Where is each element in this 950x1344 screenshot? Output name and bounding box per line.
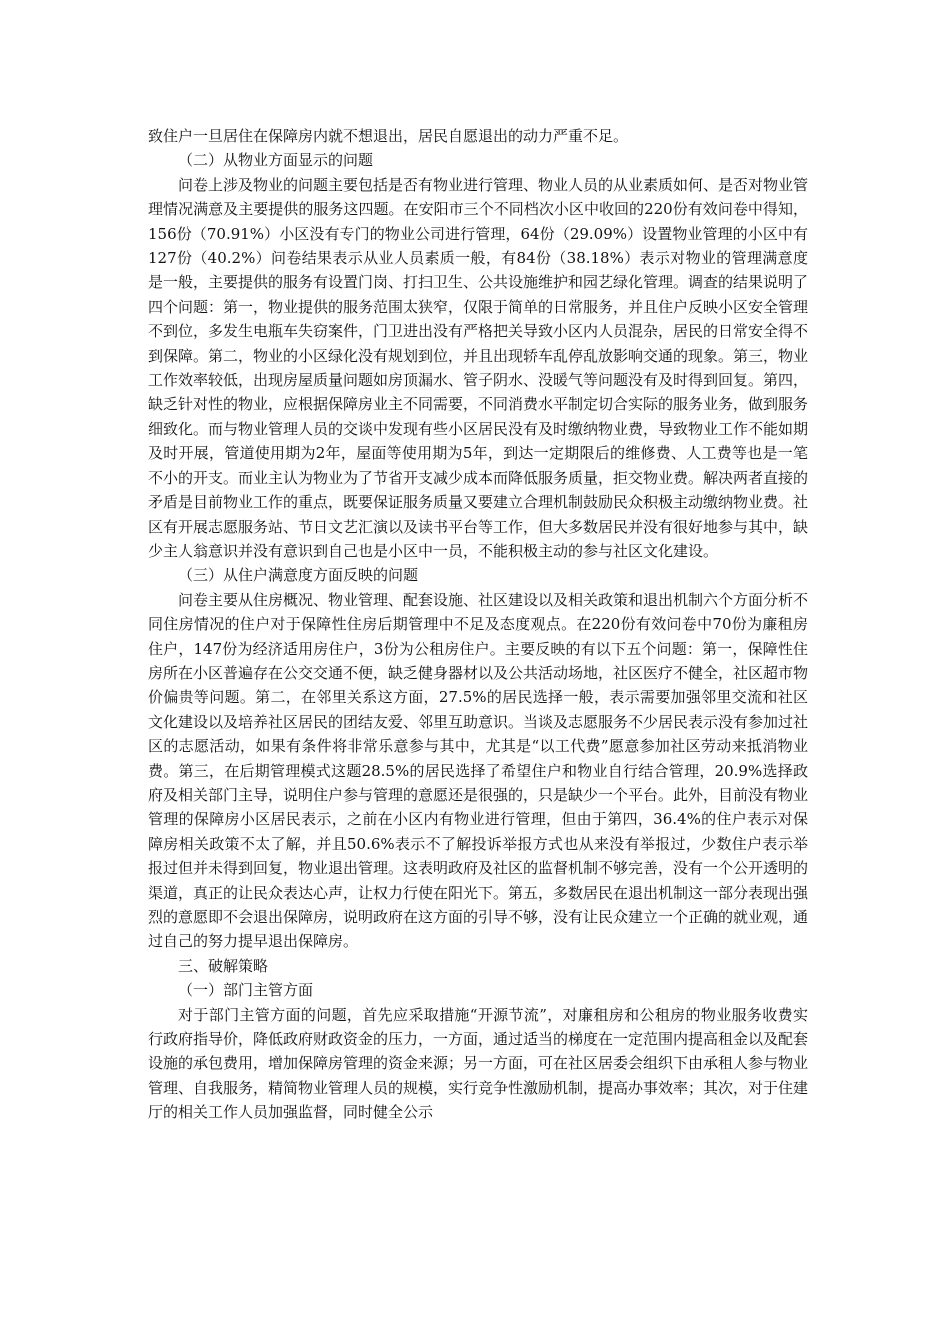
paragraph-property-issues: 问卷上涉及物业的问题主要包括是否有物业进行管理、物业人员的从业素质如何、是否对物业管理情况满意及主要提供的服务这四题。在安阳市三个不同档次小区中收回的220份有效问卷中得知，156份（70.91%）小区没有专门的物业公司进行管理，64份（29.09%）设置物业管理的小区中有127份（40.2%）问卷结果表示从业人员素质一般，有84份（38.18%）表示对物业的管理满意度是一般，主要提供的服务有设置门岗、打扫卫生、公共设施维护和园艺绿化管理。调查的结果说明了四个问题：第一，物业提供的服务范围太狭窄，仅限于简单的日常服务，并且住户反映小区安全管理不到位，多发生电瓶车失窃案件，门卫进出没有严格把关导致小区内人员混杂，居民的日常安全得不到保障。第二，物业的小区绿化没有规划到位，并且出现轿车乱停乱放影响交通的现象。第三，物业工作效率较低，出现房屋质量问题如房顶漏水、管子阴水、没暖气等问题没有及时得到回复。第四，缺乏针对性的物业，应根据保障房业主不同需要，不同消费水平制定切合实际的服务业务，做到服务细致化。而与物业管理人员的交谈中发现有些小区居民没有及时缴纳物业费，导致物业工作不能如期及时开展，管道使用期为2年，屋面等使用期为5年，到达一定期限后的维修费、人工费等也是一笔不小的开支。而业主认为物业为了节省开支减少成本而降低服务质量，拒交物业费。解决两者直接的矛盾是目前物业工作的重点，既要保证服务质量又要建立合理机制鼓励民众积极主动缴纳物业费。社区有开展志愿服务站、节日文艺汇演以及读书平台等工作，但大多数居民并没有很好地参与其中，缺少主人翁意识并没有意识到自己也是小区中一员，不能积极主动的参与社区文化建设。 xyxy=(148,175,809,560)
section-heading-strategies: 三、破解策略 xyxy=(178,956,269,975)
document-body xyxy=(148,124,808,1125)
section-heading-property: （二）从物业方面显示的问题 xyxy=(178,151,374,170)
paragraph-department: 对于部门主管方面的问题，首先应采取措施“开源节流”，对廉租房和公租房的物业服务收费实行政府指导价，降低政府财政资金的压力，一方面，通过适当的梯度在一定范围内提高租金以及配套设施的承包费用，增加保障房管理的资金来源；另一方面，可在社区居委会组织下由承租人参与物业管理、自我服务，精简物业管理人员的规模，实行竞争性激励机制，提高办事效率；其次，对于住建厅的相关工作人员加强监督，同时健全公示 xyxy=(148,1005,809,1122)
paragraph-continued: 致住户一旦居住在保障房内就不想退出，居民自愿退出的动力严重不足。 xyxy=(148,127,629,145)
paragraph-resident-satisfaction: 问卷主要从住房概况、物业管理、配套设施、社区建设以及相关政策和退出机制六个方面分析不同住房情况的住户对于保障性住房后期管理中不足及态度观点。在220份有效问卷中70份为廉租房住户，147份为经济适用房住户，3份为公租房住户。主要反映的有以下五个问题：第一，保障性住房所在小区普遍存在公交交通不便，缺乏健身器材以及公共活动场地，社区医疗不健全，社区超市物价偏贵等问题。第二，在邻里关系这方面，27.5%的居民选择一般，表示需要加强邻里交流和社区文化建设以及培养社区居民的团结友爱、邻里互助意识。当谈及志愿服务不少居民表示没有参加过社区的志愿活动，如果有条件将非常乐意参与其中，尤其是“以工代费”愿意参加社区劳动来抵消物业费。第三，在后期管理模式这题28.5%的居民选择了希望住户和物业自行结合管理，20.9%选择政府及相关部门主导，说明住户参与管理的意愿还是很强的，只是缺少一个平台。此外，目前没有物业管理的保障房小区居民表示，之前在小区内有物业进行管理，但由于第四，36.4%的住户表示对保障房相关政策不太了解，并且50.6%表示不了解投诉举报方式也从来没有举报过，少数住户表示举报过但并未得到回复，物业退出管理。这表明政府及社区的监督机制不够完善，没有一个公开透明的渠道，真正的让民众表达心声，让权力行使在阳光下。第五，多数居民在退出机制这一部分表现出强烈的意愿即不会退出保障房，说明政府在这方面的引导不够，没有让民众建立一个正确的就业观，通过自己的努力提早退出保障房。 xyxy=(148,590,809,951)
section-heading-department: （一）部门主管方面 xyxy=(178,981,314,1000)
section-heading-resident-satisfaction: （三）从住户满意度方面反映的问题 xyxy=(178,566,419,585)
